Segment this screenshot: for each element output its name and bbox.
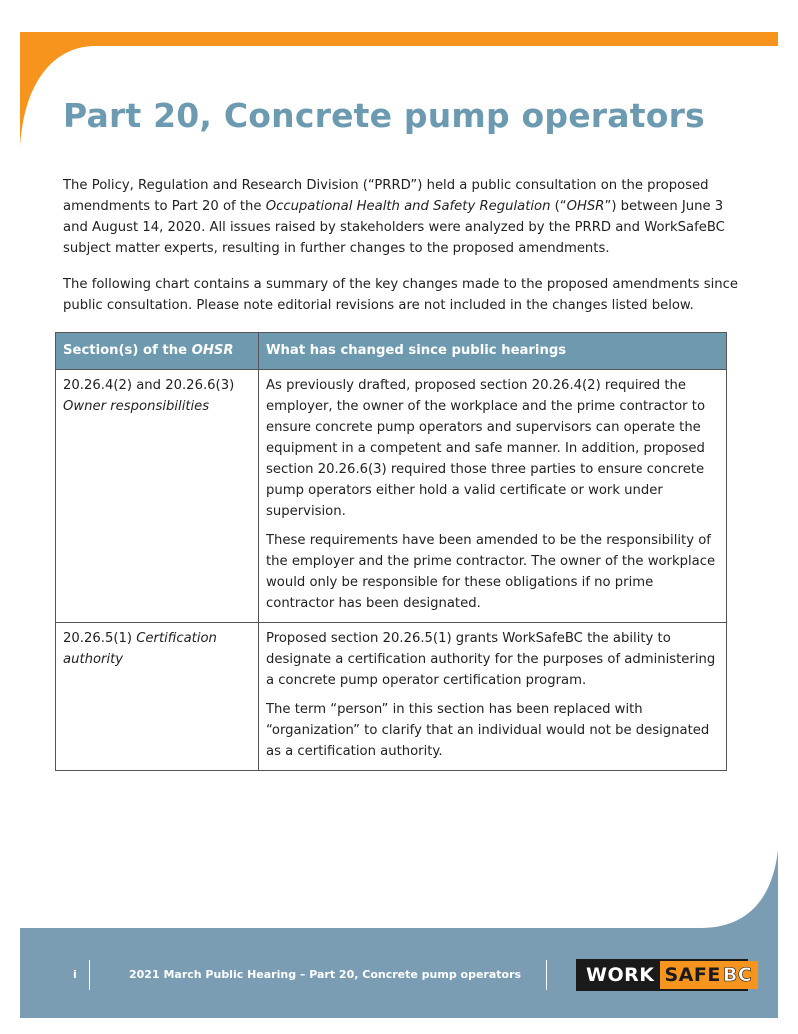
change-cell: [259, 623, 727, 771]
header-section: [56, 333, 259, 370]
intro-text-a: The Policy, Regulation and Research Division (“PRRD”) held a public consultation on the proposed amendments to Part 20 of the: [63, 178, 709, 214]
page-title: Part 20, Concrete pump operators: [63, 96, 705, 135]
footer-title: 2021 March Public Hearing – Part 20, Concrete pump operators: [129, 968, 522, 981]
change-paragraph: These requirements have been amended to be the responsibility of the employer and the prime contractor. The owner of the workplace would only be responsible for these obligations if no prime contractor has been designated.: [266, 533, 716, 611]
change-cell: [259, 370, 727, 623]
header-section-abbr: OHSR: [191, 343, 234, 358]
section-topic: Certification authority: [63, 631, 217, 667]
table-row: [56, 370, 727, 623]
intro-paragraph-1: [63, 175, 743, 259]
intro-text-b: (“: [550, 199, 567, 214]
section-topic: Owner responsibilities: [63, 399, 210, 414]
section-cell: [56, 623, 259, 771]
worksafebc-logo: [576, 959, 753, 991]
change-paragraph: The term “person” in this section has been replaced with “organization” to clarify that an individual would not be designated as a certification authority.: [266, 702, 710, 759]
regulation-name: Occupational Health and Safety Regulation: [265, 199, 551, 214]
footer-divider: [89, 960, 90, 990]
table-row: [56, 623, 727, 771]
section-number: 20.26.4(2) and 20.26.6(3): [63, 378, 235, 393]
section-cell: [56, 370, 259, 623]
change-paragraph: Proposed section 20.26.5(1) grants WorkSafeBC the ability to designate a certification authority for the purposes of administering a concrete pump operator certification program.: [266, 631, 716, 688]
footer-divider: [546, 960, 547, 990]
logo-work: WORK: [578, 961, 660, 989]
table-header-row: [56, 333, 727, 370]
header-section-text: Section(s) of the: [63, 343, 192, 358]
intro-text-c: ”) between June 3 and August 14, 2020. All issues raised by stakeholders were analyzed by the PRRD and WorkSafeBC subject matter experts, resulting in further changes to the proposed amendments.: [63, 199, 725, 256]
page-number: i: [73, 968, 77, 981]
change-paragraph: As previously drafted, proposed section 20.26.4(2) required the employer, the owner of the workplace and the prime contractor to ensure concrete pump operators and supervisors can operate the equipment in a competent and safe manner. In addition, proposed section 20.26.6(3) required those three parties to ensure concrete pump operators either hold a valid certificate or work under supervision.: [266, 378, 706, 519]
section-number: 20.26.5(1): [63, 631, 137, 646]
changes-table: [55, 332, 727, 771]
header-changes: What has changed since public hearings: [259, 333, 727, 370]
top-orange-swoosh: [0, 0, 798, 160]
regulation-abbr: OHSR: [566, 199, 605, 214]
intro-paragraph-2: The following chart contains a summary of the key changes made to the proposed amendments since public consultation. Please note editorial revisions are not included in the changes listed below.: [63, 277, 738, 313]
logo-safe: SAFE: [660, 961, 722, 989]
logo-bc: BC: [723, 961, 758, 989]
